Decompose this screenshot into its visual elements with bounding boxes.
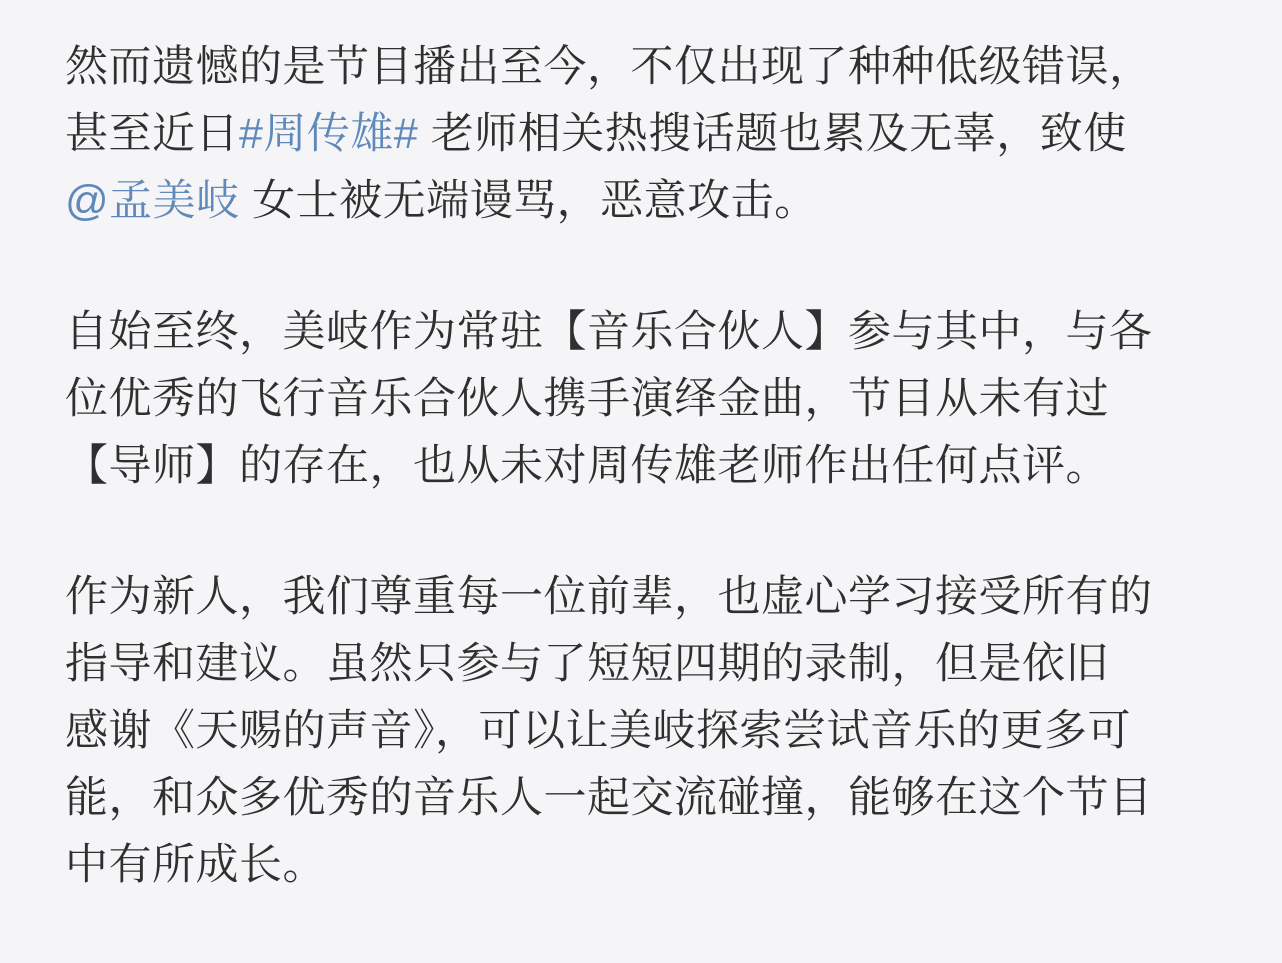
text-line [65,765,1225,832]
text-run: 女士被无端谩骂，恶意攻击。 [239,177,818,225]
text-run: 中有所成长。 [65,841,326,889]
text-line [65,631,1225,698]
paragraph [65,299,1225,500]
text-run: 自始至终，美岐作为常驻【音乐合伙人】参与其中，与各 [65,308,1153,356]
text-line [65,832,1225,899]
text-run: 位优秀的飞行音乐合伙人携手演绎金曲，节目从未有过 [65,375,1109,423]
text-line [65,101,1225,168]
text-run: 老师相关热搜话题也累及无辜，致使 [418,110,1127,158]
text-run: 能，和众多优秀的音乐人一起交流碰撞，能够在这个节目 [65,774,1153,822]
text-line [65,698,1225,765]
text-line [65,366,1225,433]
text-line [65,433,1225,500]
text-run: 感谢《天赐的声音》，可以让美岐探索尝试音乐的更多可 [65,707,1131,755]
paragraph [65,34,1225,235]
text-run: 然而遗憾的是节目播出至今，不仅出现了种种低级错误， [65,43,1153,91]
text-run: 作为新人，我们尊重每一位前辈，也虚心学习接受所有的 [65,573,1153,621]
text-line [65,564,1225,631]
topic-link[interactable]: #周传雄# [239,110,419,158]
paragraph [65,564,1225,899]
text-run: 【导师】的存在，也从未对周传雄老师作出任何点评。 [65,442,1109,490]
mention-link[interactable]: @孟美岐 [65,177,240,225]
statement-text [65,34,1225,963]
text-run: 指导和建议。虽然只参与了短短四期的录制，但是依旧 [65,640,1109,688]
text-run: 甚至近日 [65,110,239,158]
text-line [65,168,1225,235]
text-line [65,299,1225,366]
text-line [65,34,1225,101]
